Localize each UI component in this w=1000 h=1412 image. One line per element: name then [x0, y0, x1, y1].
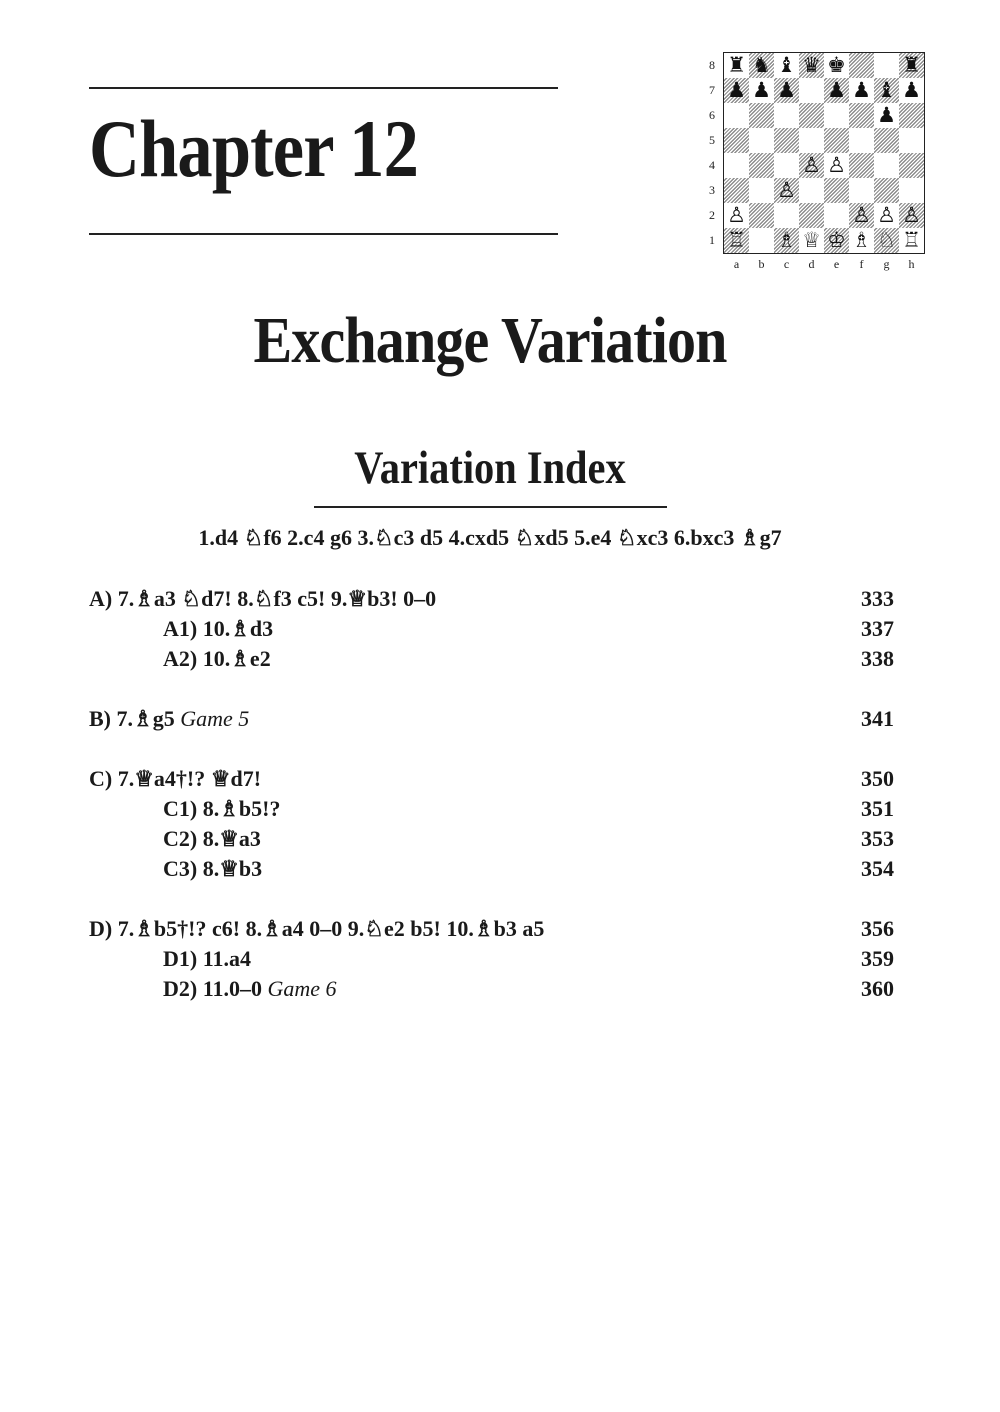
game-reference: Game 6	[267, 976, 337, 1001]
square-b4	[749, 153, 774, 178]
square-e6	[824, 103, 849, 128]
black-pawn-icon: ♟	[902, 78, 921, 102]
main-line-moves: 1.d4 ♘f6 2.c4 g6 3.♘c3 d5 4.cxd5 ♘xd5 5.e4 ♘xc3 6.bxc3 ♗g7	[198, 525, 782, 550]
chapter-title: Chapter 12	[89, 103, 418, 194]
page-number: 351	[861, 796, 894, 821]
square-d8	[799, 53, 824, 78]
square-g7	[874, 78, 899, 103]
square-f6	[849, 103, 874, 128]
file-label: b	[758, 257, 765, 271]
black-bishop-icon: ♝	[777, 53, 796, 77]
variation-moves	[163, 796, 281, 822]
black-pawn-icon: ♟	[877, 103, 896, 127]
rank-label: 6	[709, 108, 715, 122]
square-d7	[799, 78, 824, 103]
white-pawn-icon: ♙	[777, 178, 796, 202]
square-h6	[899, 103, 924, 128]
rank-label: 5	[709, 133, 715, 147]
variation-row	[89, 916, 894, 946]
variation-move-text: A) 7.♗a3 ♘d7! 8.♘f3 c5! 9.♕b3! 0–0	[89, 586, 437, 611]
black-rook-icon: ♜	[727, 53, 746, 77]
variation-moves	[89, 706, 249, 732]
square-f4	[849, 153, 874, 178]
rank-label: 7	[709, 83, 715, 97]
black-knight-icon: ♞	[752, 53, 771, 77]
square-f3	[849, 178, 874, 203]
square-c6	[774, 103, 799, 128]
square-h3	[899, 178, 924, 203]
square-b5	[749, 128, 774, 153]
white-queen-icon: ♕	[802, 228, 821, 252]
square-d2	[799, 203, 824, 228]
square-d4	[799, 153, 824, 178]
variation-move-text: D1) 11.a4	[163, 946, 251, 971]
square-b1	[749, 228, 774, 253]
rank-label: 3	[709, 183, 715, 197]
main-title: Exchange Variation	[253, 304, 727, 377]
square-e7	[824, 78, 849, 103]
page-number: 354	[861, 856, 894, 881]
square-c1	[774, 228, 799, 253]
rank-label: 1	[709, 233, 715, 247]
square-c4	[774, 153, 799, 178]
chapter-rule-bottom	[89, 233, 558, 235]
variation-move-text: B) 7.♗g5	[89, 706, 175, 731]
black-pawn-icon: ♟	[752, 78, 771, 102]
sub-variation-row	[163, 976, 894, 1006]
game-reference: Game 5	[180, 706, 250, 731]
variation-index-title: Variation Index	[354, 442, 626, 494]
square-h2	[899, 203, 924, 228]
square-b7	[749, 78, 774, 103]
variation-index-rule	[314, 506, 667, 508]
variation-moves	[163, 856, 262, 882]
square-b8	[749, 53, 774, 78]
file-label: a	[733, 257, 740, 271]
square-a2	[724, 203, 749, 228]
file-label: h	[908, 257, 915, 271]
black-pawn-icon: ♟	[852, 78, 871, 102]
variation-moves	[163, 946, 251, 972]
white-knight-icon: ♘	[877, 228, 896, 252]
square-a6	[724, 103, 749, 128]
white-pawn-icon: ♙	[802, 153, 821, 177]
square-d5	[799, 128, 824, 153]
page-number: 360	[861, 976, 894, 1001]
square-c7	[774, 78, 799, 103]
file-label: d	[808, 257, 815, 271]
file-label: f	[859, 257, 864, 271]
white-pawn-icon: ♙	[727, 203, 746, 227]
square-h4	[899, 153, 924, 178]
variation-moves	[163, 826, 261, 852]
square-e1	[824, 228, 849, 253]
square-g8	[874, 53, 899, 78]
square-h5	[899, 128, 924, 153]
square-e8	[824, 53, 849, 78]
variation-move-text: A2) 10.♗e2	[163, 646, 271, 671]
variation-row	[89, 586, 894, 616]
black-pawn-icon: ♟	[827, 78, 846, 102]
variation-moves	[163, 976, 337, 1002]
square-e2	[824, 203, 849, 228]
white-pawn-icon: ♙	[827, 153, 846, 177]
variation-moves	[89, 766, 261, 792]
rank-label: 2	[709, 208, 715, 222]
square-f1	[849, 228, 874, 253]
file-label: e	[833, 257, 840, 271]
square-h8	[899, 53, 924, 78]
square-e4	[824, 153, 849, 178]
square-g5	[874, 128, 899, 153]
sub-variation-row	[163, 646, 894, 676]
square-g1	[874, 228, 899, 253]
white-rook-icon: ♖	[902, 228, 921, 252]
white-rook-icon: ♖	[727, 228, 746, 252]
square-b3	[749, 178, 774, 203]
page-number: 341	[861, 706, 894, 731]
square-c5	[774, 128, 799, 153]
white-king-icon: ♔	[827, 228, 846, 252]
black-queen-icon: ♛	[802, 53, 821, 77]
square-e3	[824, 178, 849, 203]
square-f5	[849, 128, 874, 153]
variation-row	[89, 766, 894, 796]
white-bishop-icon: ♗	[777, 228, 796, 252]
sub-variation-row	[163, 616, 894, 646]
square-d6	[799, 103, 824, 128]
variation-moves	[89, 586, 436, 612]
page-number: 353	[861, 826, 894, 851]
white-pawn-icon: ♙	[852, 203, 871, 227]
variation-move-text: C1) 8.♗b5!?	[163, 796, 281, 821]
square-c2	[774, 203, 799, 228]
page-number: 333	[861, 586, 894, 611]
variation-moves	[89, 916, 544, 942]
page-number: 338	[861, 646, 894, 671]
square-b2	[749, 203, 774, 228]
square-a1	[724, 228, 749, 253]
sub-variation-row	[163, 826, 894, 856]
black-pawn-icon: ♟	[777, 78, 796, 102]
square-a3	[724, 178, 749, 203]
square-g3	[874, 178, 899, 203]
rank-label: 8	[709, 58, 715, 72]
variation-move-text: C2) 8.♕a3	[163, 826, 261, 851]
sub-variation-row	[163, 856, 894, 886]
page-number: 356	[861, 916, 894, 941]
square-f7	[849, 78, 874, 103]
page-number: 337	[861, 616, 894, 641]
square-g4	[874, 153, 899, 178]
file-label: c	[783, 257, 790, 271]
page-number: 350	[861, 766, 894, 791]
file-label: g	[883, 257, 890, 271]
chess-diagram	[723, 52, 925, 254]
rank-label: 4	[709, 158, 715, 172]
square-g2	[874, 203, 899, 228]
square-c8	[774, 53, 799, 78]
black-king-icon: ♚	[827, 53, 846, 77]
white-pawn-icon: ♙	[902, 203, 921, 227]
variation-move-text: D2) 11.0–0	[163, 976, 262, 1001]
page-number: 359	[861, 946, 894, 971]
square-a7	[724, 78, 749, 103]
variation-move-text: C3) 8.♕b3	[163, 856, 263, 881]
variation-row	[89, 706, 894, 736]
white-bishop-icon: ♗	[852, 228, 871, 252]
square-h1	[899, 228, 924, 253]
variation-move-text: A1) 10.♗d3	[163, 616, 274, 641]
variation-move-text: D) 7.♗b5†!? c6! 8.♗a4 0–0 9.♘e2 b5! 10.♗b3 a5	[89, 916, 545, 941]
square-g6	[874, 103, 899, 128]
square-a4	[724, 153, 749, 178]
square-c3	[774, 178, 799, 203]
white-pawn-icon: ♙	[877, 203, 896, 227]
square-a8	[724, 53, 749, 78]
chapter-rule-top	[89, 87, 558, 89]
variation-move-text: C) 7.♕a4†!? ♕d7!	[89, 766, 262, 791]
variation-moves	[163, 616, 273, 642]
sub-variation-row	[163, 796, 894, 826]
square-d3	[799, 178, 824, 203]
sub-variation-row	[163, 946, 894, 976]
square-f8	[849, 53, 874, 78]
black-rook-icon: ♜	[902, 53, 921, 77]
variation-moves	[163, 646, 271, 672]
square-h7	[899, 78, 924, 103]
square-b6	[749, 103, 774, 128]
black-bishop-icon: ♝	[877, 78, 896, 102]
square-a5	[724, 128, 749, 153]
square-e5	[824, 128, 849, 153]
black-pawn-icon: ♟	[727, 78, 746, 102]
square-f2	[849, 203, 874, 228]
square-d1	[799, 228, 824, 253]
